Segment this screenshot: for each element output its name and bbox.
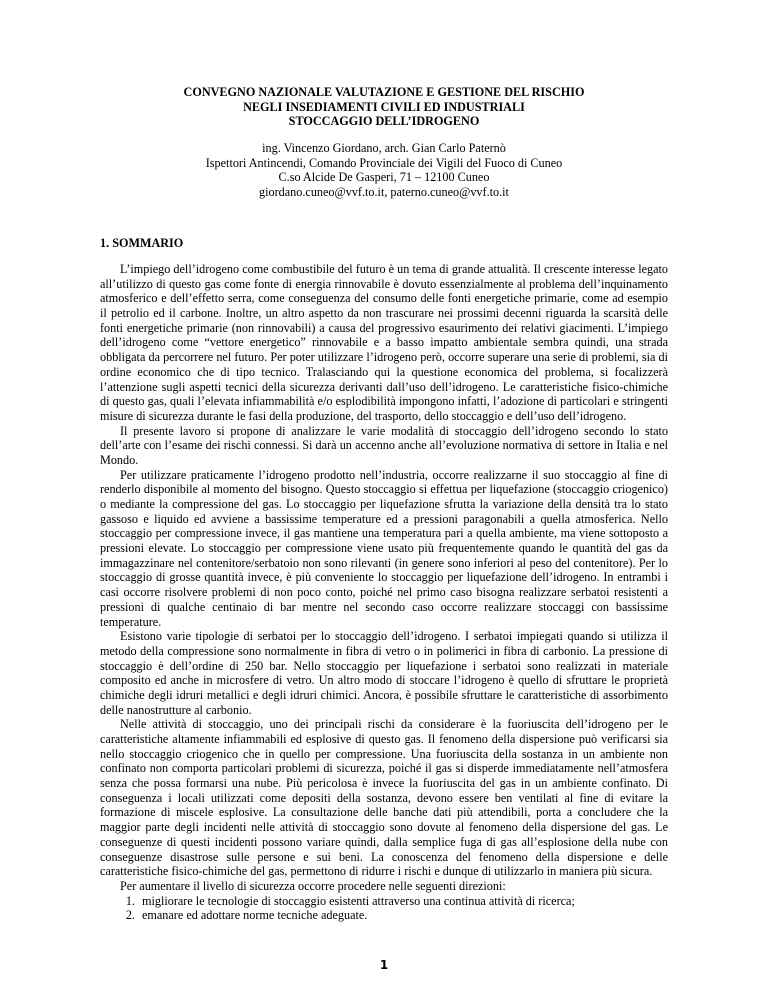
paragraph: Per aumentare il livello di sicurezza occorre procedere nelle seguenti direzioni: — [120, 878, 506, 893]
title-line-1: CONVEGNO NAZIONALE VALUTAZIONE E GESTIONE DEL RISCHIO — [183, 85, 585, 99]
paragraph: Esistono varie tipologie di serbatoi per lo stoccaggio dell’idrogeno. I serbatoi impiegati quando si utilizza il metodo della compressione sono normalmente in fibra di vetro o in polimerici in fibra di carbonio. La pressione di stoccaggio è dell’ordine di 250 bar. Nello stoccaggio per liquefazione i serbatoi sono realizzati in materiale composito ed anche in microsfere di vetro. Un altro modo di stoccare l’idrogeno è quello di sfruttare le proprietà chimiche degli idruri metallici e degli idruri chimici. Ancora, è possibile sfruttare le caratteristiche di assorbimento delle nanostrutture al carbonio. — [100, 629, 668, 717]
paragraph: Nelle attività di stoccaggio, uno dei principali rischi da considerare è la fuoriuscita dell’idrogeno per le caratteristiche altamente infiammabili ed esplosive di questo gas. Il fenomeno della dispersione può verificarsi sia nello stoccaggio criogenico che in quello per compressione. Una fuoriuscita della sostanza in un ambiente non confinato non comporta particolari problemi di sicurezza, poiché il gas si disperde immediatamente nell’atmosfera senza che possa formarsi una nube. Più pericolosa è invece la fuoriuscita del gas in un ambiente confinato. Di conseguenza i locali utilizzati come depositi della sostanza, devono essere ben ventilati al fine di evitare la formazione di miscele esplosive. La consultazione delle banche dati più attendibili, porta a concludere che la maggior parte degli incidenti nelle attività di stoccaggio sono dovute al fenomeno della dispersione del gas. Le conseguenze di questi incidenti possono variare quindi, dalla semplice fuga di gas all’esplosione della nube con conseguenze disastrose sulle persone e sui beni. La conoscenza del fenomeno della dispersione e delle caratteristiche fisico-chimiche del gas, permettono di ridurre i rischi e dunque di utilizzarlo in maniera più sicura. — [100, 717, 668, 879]
title-line-2: NEGLI INSEDIAMENTI CIVILI ED INDUSTRIALI — [243, 99, 525, 114]
author-address: C.so Alcide De Gasperi, 71 – 12100 Cuneo — [278, 170, 490, 185]
author-emails: giordano.cuneo@vvf.to.it, paterno.cuneo@vvf.to.it — [259, 184, 509, 199]
list-item: 1. migliorare le tecnologie di stoccaggio esistenti attraverso una continua attività di ricerca; — [138, 894, 668, 909]
author-names: ing. Vincenzo Giordano, arch. Gian Carlo Paternò — [262, 141, 506, 155]
section-heading: 1. SOMMARIO — [100, 236, 184, 250]
document-title — [100, 85, 668, 129]
page-number: 1 — [379, 958, 389, 972]
list-item: 2. emanare ed adottare norme tecniche adeguate. — [138, 908, 668, 923]
authors-block — [100, 141, 668, 199]
paragraph: L’impiego dell’idrogeno come combustibile del futuro è un tema di grande attualità. Il crescente interesse legato all’utilizzo di questo gas come fonte di energia rinnovabile è dovuto essenzialmente al problema dell’inquinamento atmosferico e dell’effetto serra, come conseguenza del consumo delle fonti energetiche primarie, come ad esempio il petrolio ed il carbone. Inoltre, un altro aspetto da non trascurare nei prossimi decenni riguarda la scarsità delle fonti energetiche primarie (non rinnovabili) a causa del progressivo esaurimento dei relativi giacimenti. L’impiego dell’idrogeno come “vettore energetico” rinnovabile e a basso impatto ambientale sembra quindi, una strada obbligata da percorrere nel futuro. Per poter utilizzare l’idrogeno però, occorre superare una serie di problemi, sia di ordine economico che di tipo tecnico. Tralasciando qui la questione economica del problema, si focalizzerà l’attenzione sugli aspetti tecnici della sicurezza derivanti dall’uso dell’idrogeno. Le caratteristiche fisico-chimiche di questo gas, quali l’elevata infiammabilità e/o esplodibilità impongono infatti, l’adozione di particolari e stringenti misure di sicurezza durante le fasi della produzione, del trasporto, dello stoccaggio e dell’uso dell’idrogeno. — [100, 262, 668, 423]
section-body — [100, 262, 668, 923]
paragraph: Il presente lavoro si propone di analizzare le varie modalità di stoccaggio dell’idrogeno secondo lo stato dell’arte con l’esame dei rischi connessi. Si darà un accenno anche all’evoluzione normativa di settore in Italia e nel Mondo. — [100, 423, 668, 467]
paragraph: Per utilizzare praticamente l’idrogeno prodotto nell’industria, occorre realizzarne il suo stoccaggio al fine di renderlo disponibile al momento del bisogno. Questo stoccaggio si effettua per liquefazione (stoccaggio criogenico) o mediante la compressione del gas. Lo stoccaggio per liquefazione sfrutta la variazione della densità tra lo stato gassoso e liquido ed avviene a bassissime temperature ed a pressioni paragonabili a quella atmosferica. Nello stoccaggio per compressione invece, il gas mantiene una temperatura pari a quella ambiente, ma viene sottoposto a pressioni elevate. Lo stoccaggio per compressione viene usato più frequentemente quando le quantità del gas da immagazzinare nel contenitore/serbatoio non sono rilevanti (in genere sono inferiori al peso del contenitore). Per lo stoccaggio di grosse quantità invece, è più conveniente lo stoccaggio per liquefazione dell’idrogeno. In entrambi i casi occorre risolvere problemi di non poco conto, poiché nel primo caso bisogna realizzare serbatoi resistenti a pressioni di qualche centinaio di bar mentre nel secondo caso occorre realizzare stoccaggi con bassissime temperature. — [100, 467, 668, 629]
title-line-3: STOCCAGGIO DELL’IDROGENO — [288, 114, 480, 129]
numbered-list — [100, 894, 668, 923]
author-affiliation: Ispettori Antincendi, Comando Provinciale dei Vigili del Fuoco di Cuneo — [205, 155, 563, 170]
